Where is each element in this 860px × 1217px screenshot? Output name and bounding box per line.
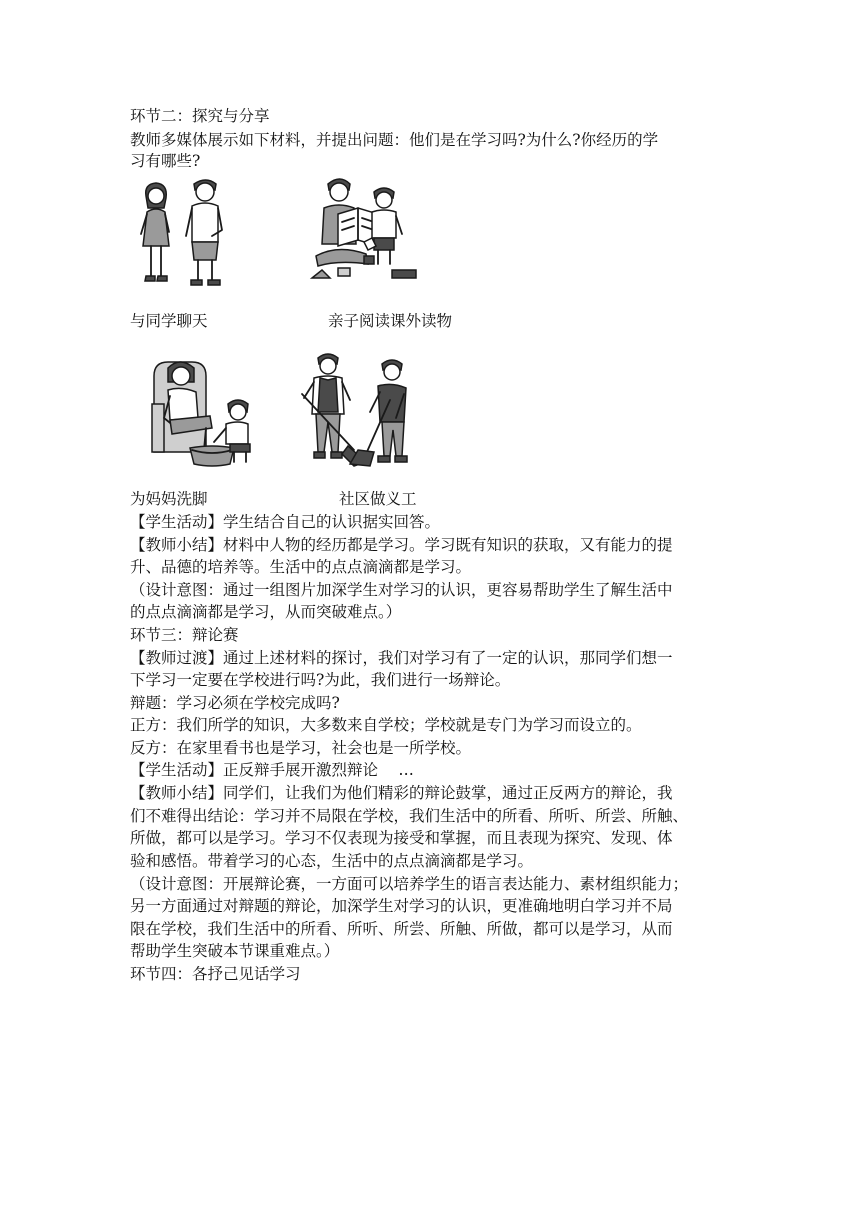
- debate-topic: 辩题：学习必须在学校完成吗?: [130, 694, 340, 712]
- section2-heading: 环节二：探究与分享: [130, 107, 270, 125]
- section2-intro-line1: 教师多媒体展示如下材料，并提出问题：他们是在学习吗?为什么?你经历的学: [130, 131, 659, 149]
- teacher-transition-line1: 【教师过渡】通过上述材料的探讨，我们对学习有了一定的认识，那同学们想一: [130, 649, 673, 667]
- design-intent-1-line2: 的点点滴滴都是学习，从而突破难点。）: [130, 603, 402, 621]
- caption-washing: 为妈妈洗脚: [130, 490, 208, 508]
- parent-child-reading-illustration: [308, 172, 424, 286]
- student-activity-2: 【学生活动】正反辩手展开激烈辩论 …: [130, 761, 414, 779]
- community-volunteer-sweeping-illustration: [298, 350, 424, 472]
- caption-volunteer: 社区做义工: [339, 490, 417, 508]
- teacher-summary-1-line1: 【教师小结】材料中人物的经历都是学习。学习既有知识的获取，又有能力的提: [130, 536, 673, 554]
- design-intent-2-line2: 另一方面通过对辩题的辩论，加深学生对学习的认识，更准确地明白学习并不局: [130, 897, 673, 915]
- caption-chat: 与同学聊天: [130, 312, 208, 330]
- teacher-summary-2-line4: 验和感悟。带着学习的心态，生活中的点点滴滴都是学习。: [130, 852, 534, 870]
- design-intent-2-line1: （设计意图：开展辩论赛，一方面可以培养学生的语言表达能力、素材组织能力；: [130, 875, 689, 893]
- design-intent-2-line4: 帮助学生突破本节课重难点。）: [130, 942, 340, 960]
- section4-heading: 环节四：各抒己见话学习: [130, 965, 301, 983]
- section3-heading: 环节三：辩论赛: [130, 626, 239, 644]
- teacher-transition-line2: 下学习一定要在学校进行吗?为此，我们进行一场辩论。: [130, 671, 511, 689]
- section2-intro-line2: 习有哪些?: [130, 152, 201, 170]
- caption-reading: 亲子阅读课外读物: [328, 312, 453, 330]
- affirmative-side: 正方：我们所学的知识，大多数来自学校；学校就是专门为学习而设立的。: [130, 716, 642, 734]
- negative-side: 反方：在家里看书也是学习，社会也是一所学校。: [130, 739, 472, 757]
- teacher-summary-1-line2: 升、品德的培养等。生活中的点点滴滴都是学习。: [130, 558, 472, 576]
- washing-mother-feet-illustration: [150, 352, 258, 472]
- children-chatting-illustration: [136, 174, 228, 292]
- student-activity-1: 【学生活动】学生结合自己的认识据实回答。: [130, 513, 441, 531]
- teacher-summary-2-line2: 们不难得出结论：学习并不局限在学校，我们生活中的所看、所听、所尝、所触、: [130, 807, 689, 825]
- teacher-summary-2-line1: 【教师小结】同学们，让我们为他们精彩的辩论鼓掌，通过正反两方的辩论，我: [130, 784, 673, 802]
- design-intent-1-line1: （设计意图：通过一组图片加深学生对学习的认识，更容易帮助学生了解生活中: [130, 581, 673, 599]
- design-intent-2-line3: 限在学校，我们生活中的所看、所听、所尝、所触、所做，都可以是学习，从而: [130, 920, 673, 938]
- teacher-summary-2-line3: 所做，都可以是学习。学习不仅表现为接受和掌握，而且表现为探究、发现、体: [130, 829, 673, 847]
